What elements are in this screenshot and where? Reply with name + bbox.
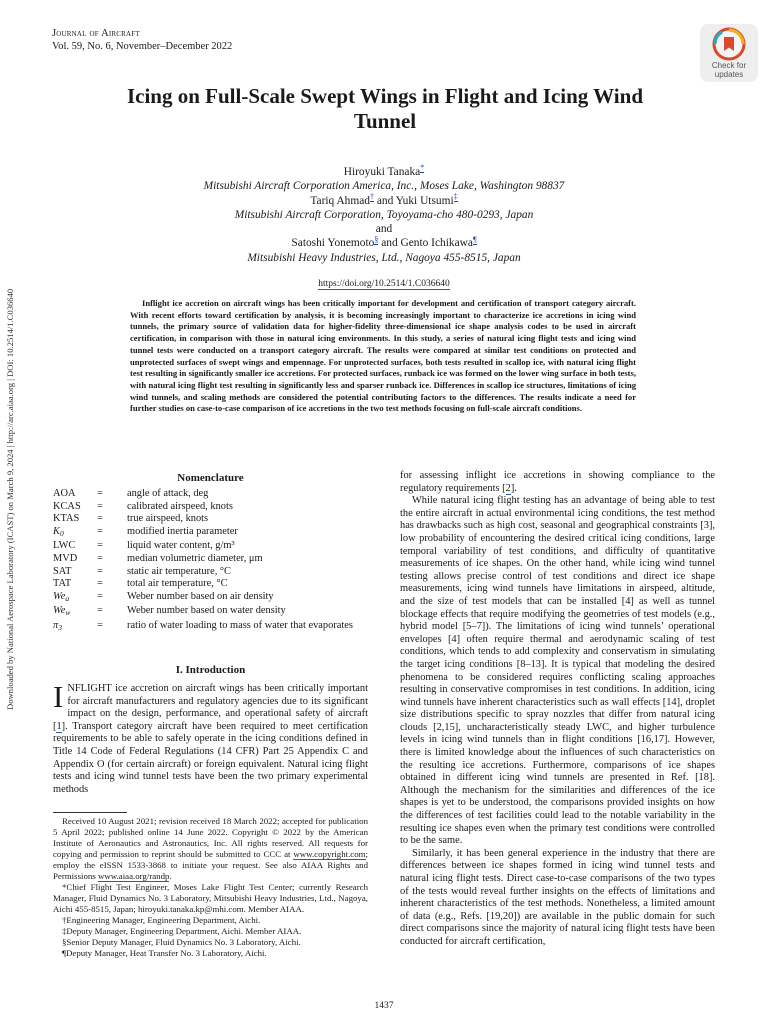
nomenclature-definition: Weber number based on water density xyxy=(127,605,286,617)
nomenclature-row xyxy=(53,540,373,553)
download-notice: Downloaded by National Aerospace Laboratory (ICAST) on March 9, 2024 | http://arc.aiaa.org | DOI: 10.2514/1.C036640 xyxy=(5,288,15,710)
paper-title: Icing on Full-Scale Swept Wings in Flight and Icing Wind Tunnel xyxy=(126,84,643,133)
nomenclature-row xyxy=(53,605,373,620)
nomenclature-row xyxy=(53,488,373,501)
nomenclature-equals: = xyxy=(97,590,103,602)
nomenclature-definition: true airspeed, knots xyxy=(127,513,209,525)
nomenclature-definition: median volumetric diameter, μm xyxy=(127,552,263,564)
footnote-item: ¶Deputy Manager, Heat Transfer No. 3 Laboratory, Aichi. xyxy=(62,948,267,958)
doi-line xyxy=(100,279,668,289)
nomenclature-list xyxy=(53,488,373,635)
page-number: 1437 xyxy=(374,1001,394,1011)
author-line: Tariq Ahmad† and Yuki Utsumi‡ xyxy=(310,191,458,207)
nomenclature-symbol: KTAS xyxy=(53,513,80,525)
nomenclature-definition: calibrated airspeed, knots xyxy=(127,500,233,512)
received-note: Received 10 August 2021; revision received 18 March 2022; accepted for publication 5 April 2022; published online 14 June 2022. Copyright © 2022 by the American Institute of Aeronautics and Astronautics, Inc. All rights reserved. All requests for copying and permission to reprint should be submitted to CCC at www.copyright.com; employ the eISSN 1533-3868 to initiate your request. See also AIAA Rights and Permissions www.aiaa.org/randp. xyxy=(53,816,368,881)
nomenclature-row xyxy=(53,591,373,606)
nomenclature-equals: = xyxy=(97,513,103,525)
nomenclature-definition: total air temperature, °C xyxy=(127,578,228,590)
footnote-item: †Engineering Manager, Engineering Department, Aichi. xyxy=(62,915,261,925)
citation-link[interactable]: 1 xyxy=(56,720,62,732)
footnote-item: *Chief Flight Test Engineer, Moses Lake Flight Test Center; currently Research Manager, Fluid Dynamics No. 3 Laboratory, Mitsubishi Heavy Industries, Ltd., Nagoya, Aichi 455-8515, Japan; hiroyuki.tanaka.kp@mhi.com. Member AIAA. xyxy=(53,882,368,914)
footnote-divider xyxy=(53,812,127,813)
nomenclature-heading: Nomenclature xyxy=(177,472,244,484)
nomenclature-equals: = xyxy=(97,552,103,564)
nomenclature-definition: modified inertia parameter xyxy=(127,525,238,537)
permissions-link[interactable]: www.aiaa.org/randp xyxy=(97,871,170,881)
nomenclature-definition: ratio of water loading to mass of water that evaporates xyxy=(127,619,353,631)
nomenclature-equals: = xyxy=(97,605,103,617)
nomenclature-row xyxy=(53,513,373,526)
body-paragraph: Similarly, it has been general experience in the industry that there are differences between ice shapes formed in icing wind tunnel tests and natural icing flight tests. Direct case-to-case comparisons of the two types of the tests would reveal further insights on the effects of limitations and inherent characteristics of the test methods. Nonetheless, a limited amount of data (e.g., Refs. [19,20]) are available in the public domain for such direct comparisons since the majority of natural icing flight tests have been conducted for aircraft certification, xyxy=(400,847,715,947)
introduction-paragraph: INFLIGHT ice accretion on aircraft wings has been critically important for aircraft manufacturers and regulatory agencies due to its significant impact on the design, performance, and operational safety of aircraft [1]. Transport category aircraft have been required to meet certification requirements to be able to safely operate in the icing conditions defined in Title 14 Code of Federal Regulations (14 CFR) Part 25 Appendix C and Appendix O (for certain aircraft) or foreign equivalent. Natural icing flight tests and icing wind tunnel tests have been the two primary experimental methods xyxy=(53,679,368,795)
journal-header xyxy=(52,27,232,53)
abstract: Inflight ice accretion on aircraft wings has been critically important for development and certification of transport category aircraft. With recent efforts toward certification by analysis, it is becoming increasingly important to characterize ice accretions in icing wind tunnels, the primary source of validation data for higher-fidelity three-dimensional ice shape analysis codes to be used in aircraft certification, in comparison with those in natural icing environments. In this study, a series of natural icing flight tests and icing wind tunnel tests were conducted on a transport category aircraft. The results were compared at similar test conditions on protected and unprotected surfaces of swept wings and empennage. For unprotected surfaces, both tests resulted in scallop ice, with natural icing flight test resulting in significantly smaller ice accretions. For protected surfaces, runback ice was formed on the lower wing surface in both tests, with natural icing flight test resulting in significantly less and sparser runback ice. Differences in scallop ice structures, limitations of icing wind tunnels, and scaling methods are considered the potential contributing factors to the differences. The results indicate a need for further studies on case-to-case comparison of ice accretions in the two test methods focusing on full-scale aircraft conditions. xyxy=(130,298,636,414)
nomenclature-symbol: SAT xyxy=(53,565,72,577)
author-block xyxy=(100,165,668,265)
nomenclature-equals: = xyxy=(97,565,103,577)
nomenclature-symbol: $\pi_3$ xyxy=(53,619,62,632)
nomenclature-row xyxy=(53,526,373,541)
nomenclature-equals: = xyxy=(97,488,103,499)
nomenclature-symbol: $K_0$ xyxy=(53,525,64,538)
nomenclature-symbol: $We_a$ xyxy=(53,590,70,603)
nomenclature-row xyxy=(53,566,373,579)
author-line: Satoshi Yonemoto§ and Gento Ichikawa¶ xyxy=(291,234,477,250)
citation-link[interactable]: 2 xyxy=(505,482,511,494)
nomenclature-definition: angle of attack, deg xyxy=(127,488,209,499)
volume-line: Vol. 59, No. 6, November–December 2022 xyxy=(52,41,233,52)
author-line: Hiroyuki Tanaka* xyxy=(343,163,425,178)
journal-name: Journal of Aircraft xyxy=(52,28,140,39)
nomenclature-equals: = xyxy=(97,500,103,512)
doi-link[interactable]: https://doi.org/10.2514/1.C036640 xyxy=(318,279,450,289)
affiliation: Mitsubishi Aircraft Corporation America, Inc., Moses Lake, Washington 98837 xyxy=(203,180,565,193)
nomenclature-equals: = xyxy=(97,619,103,631)
nomenclature-symbol: TAT xyxy=(53,578,72,590)
affiliation: Mitsubishi Heavy Industries, Ltd., Nagoya 455-8515, Japan xyxy=(247,251,521,264)
nomenclature-definition: Weber number based on air density xyxy=(127,590,274,602)
body-paragraph: for assessing inflight ice accretions in showing compliance to the regulatory requirements [2]. xyxy=(400,470,715,494)
footnotes xyxy=(53,816,368,959)
nomenclature-row xyxy=(53,501,373,514)
badge-label: Check for updates xyxy=(711,61,747,79)
drop-cap: I xyxy=(53,679,64,714)
nomenclature-equals: = xyxy=(97,578,103,590)
nomenclature-symbol: KCAS xyxy=(53,500,81,512)
nomenclature-row xyxy=(53,578,373,591)
copyright-link[interactable]: www.copyright.com xyxy=(293,849,366,859)
author-and: and xyxy=(375,223,393,236)
footnote-item: §Senior Deputy Manager, Fluid Dynamics No. 3 Laboratory, Aichi. xyxy=(62,937,301,947)
right-column xyxy=(400,470,715,949)
section-heading: I. Introduction xyxy=(175,664,246,676)
nomenclature-definition: static air temperature, °C xyxy=(127,565,231,577)
nomenclature-definition: liquid water content, g/m³ xyxy=(127,540,235,552)
nomenclature-row xyxy=(53,553,373,566)
nomenclature-equals: = xyxy=(97,525,103,537)
nomenclature-symbol: $We_w$ xyxy=(53,605,71,618)
nomenclature-row xyxy=(53,620,373,635)
nomenclature-symbol: AOA xyxy=(53,488,76,499)
nomenclature-equals: = xyxy=(97,540,103,552)
check-for-updates-badge[interactable] xyxy=(700,24,758,82)
affiliation: Mitsubishi Aircraft Corporation, Toyoyama-cho 480-0293, Japan xyxy=(234,208,534,221)
nomenclature-symbol: LWC xyxy=(53,540,76,552)
body-paragraph: While natural icing flight testing has an advantage of being able to test the entire aircraft in actual environmental icing conditions, the test method has drawbacks such as high cost, seasonal and geographical constraints [3], low probability of encountering the desired critical icing conditions, large temporal variability of test conditions, and difficulty of quantitative measurements of ice shapes. On the other hand, while icing wind tunnel testing allows precise control of test conditions and direct ice shape measurements, icing wind tunnels have limitations in airspeed, altitude, and the size of test models that can be installed [4] as well as tunnel blockage effects that require modifying the geometries of test models (e.g., hybrid model [5–7]). The limitations of icing wind tunnels’ operational envelopes [4] often require thermal and aerodynamic scaling of test conditions, which tends to add complexity and conservatism in simulating the target icing conditions [8–13]. It is typical that modeling the desired phenomena to be considered requires conflicting scaling approaches resulting in conservative compromises in test conditions. In addition, icing wind tunnels have inherent characteristics such as wall effects [14], droplet size distributions specific to spray nozzles that differ from natural icing clouds [2,15], uncharacteristically steady LWC, and higher turbulence levels in icing wind tunnels than in flight conditions [16,17]. However, there is limited knowledge about the influences of such characteristics on the resulting ice accretions. Furthermore, comparisons of ice shapes obtained in different icing wind tunnels are presented in Ref. [18]. Although the mechanism for the similarities and differences of the ice shapes is yet to be understood, the comparisons provided insights on how the differences of test facilities could lead to the notable variability in the resulting ice shapes even when the primary test conditions were controlled to be the same. xyxy=(400,495,715,847)
footnote-item: ‡Deputy Manager, Engineering Department, Aichi. Member AIAA. xyxy=(62,926,302,936)
nomenclature-symbol: MVD xyxy=(53,552,78,564)
check-for-updates-icon xyxy=(712,27,746,61)
